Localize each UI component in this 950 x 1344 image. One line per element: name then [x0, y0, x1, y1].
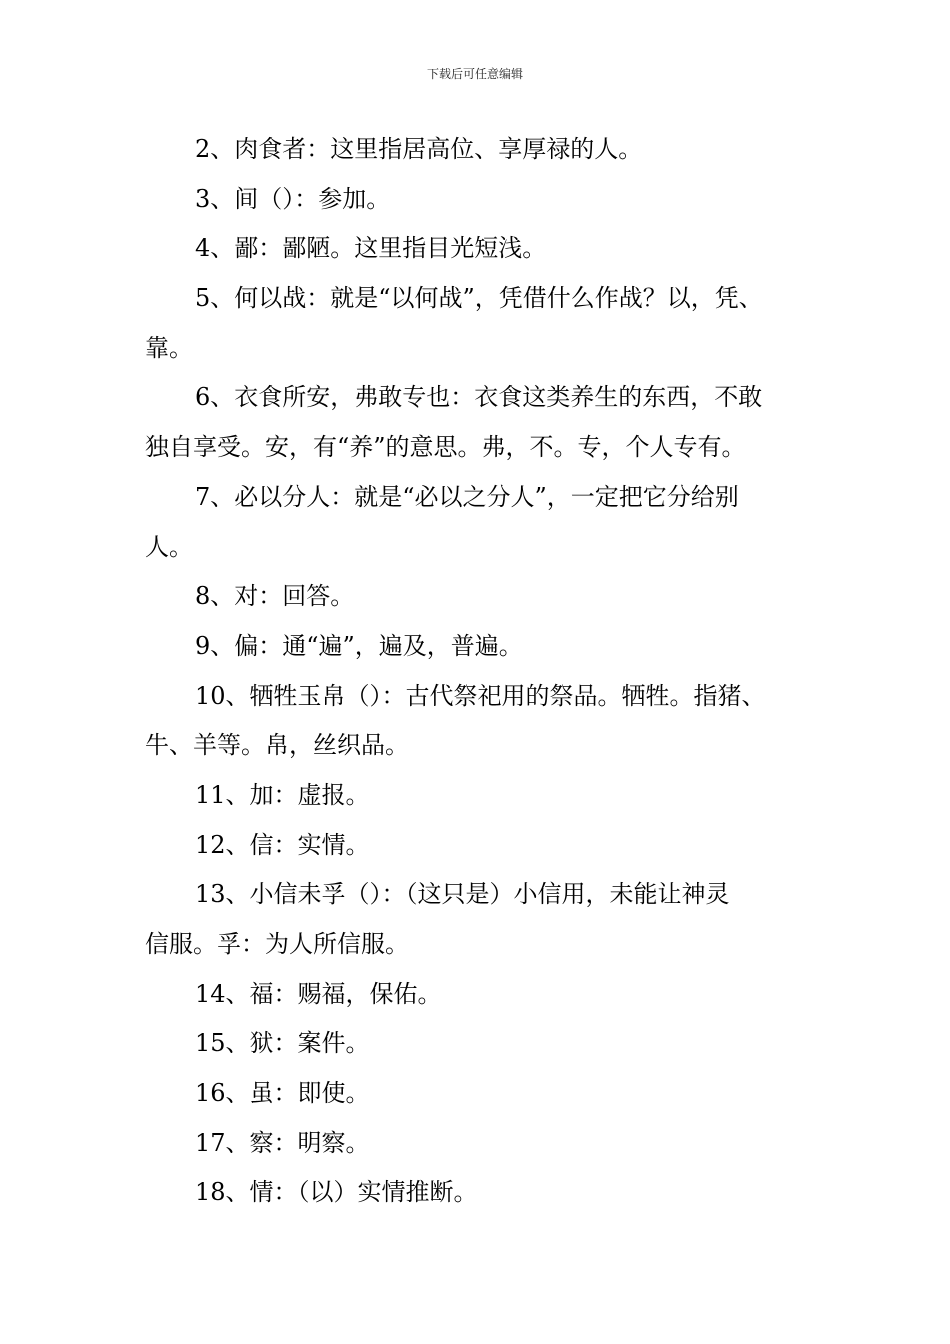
note-line: 3、间（）：参加。 — [195, 184, 391, 213]
note-line: 18、情：（以）实情推断。 — [195, 1178, 478, 1207]
note-line: 8、对：回答。 — [195, 582, 355, 611]
note-line: 6、衣食所安，弗敢专也：衣食这类养生的东西，不敢 — [195, 383, 763, 412]
note-line: 4、鄙：鄙陋。这里指目光短浅。 — [195, 234, 547, 263]
note-line: 12、信：实情。 — [195, 830, 370, 859]
note-line: 10、牺牲玉帛（）：古代祭祀用的祭品。牺牲。指猪、 — [195, 681, 766, 710]
note-line-continuation: 牛、羊等。帛，丝织品。 — [145, 731, 409, 760]
annotation-list — [145, 125, 825, 1218]
note-line: 9、偏：通“遍”，遍及，普遍。 — [195, 631, 523, 660]
note-line-continuation: 信服。孚：为人所信服。 — [145, 930, 409, 958]
note-line: 16、虽：即使。 — [195, 1079, 370, 1108]
note-line: 17、察：明察。 — [195, 1128, 370, 1157]
note-line: 2、肉食者：这里指居高位、享厚禄的人。 — [195, 135, 643, 163]
note-line: 7、必以分人：就是“必以之分人”，一定把它分给别 — [195, 482, 739, 511]
note-line-continuation: 人。 — [145, 532, 193, 561]
note-line-continuation: 独自享受。安，有“养”的意思。弗，不。专，个人专有。 — [145, 433, 746, 462]
note-line: 15、狱：案件。 — [195, 1029, 370, 1058]
note-line-continuation: 靠。 — [145, 333, 193, 362]
header-note: 下载后可任意编辑 — [426, 67, 523, 81]
note-line: 14、福：赐福，保佑。 — [195, 979, 442, 1008]
note-line: 5、何以战：就是“以何战”，凭借什么作战？以，凭、 — [195, 284, 763, 313]
note-line: 13、小信未孚（）：（这只是）小信用，未能让神灵 — [195, 880, 730, 909]
note-line: 11、加：虚报。 — [195, 780, 370, 809]
